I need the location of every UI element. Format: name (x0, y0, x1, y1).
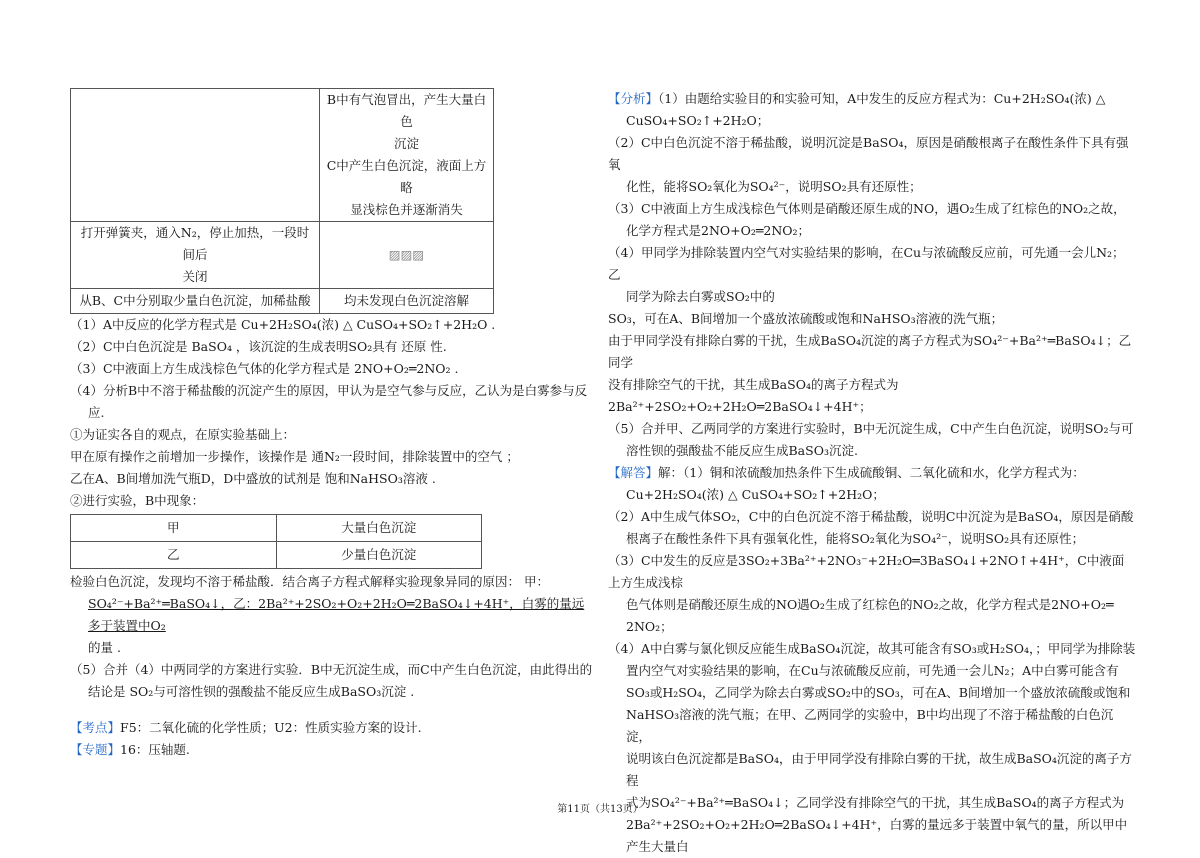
table-cell: 从B、C中分别取少量白色沉淀，加稀盐酸 (71, 289, 320, 314)
analysis-line: 溶性钡的强酸盐不能反应生成BaSO₃沉淀. (626, 443, 858, 458)
answer-line: 根离子在酸性条件下具有强氧化性，能将SO₂氧化为SO₄²⁻，说明SO₂具有还原性； (626, 531, 1085, 546)
table-cell: 少量白色沉淀 (276, 542, 482, 569)
zhuanti-tag: 【专题】 (70, 742, 121, 757)
step-1-jia: 甲在原有操作之前增加一步操作，该操作是 通N₂一段时间，排除装置中的空气 ； (70, 449, 519, 464)
question-2: （2）C中白色沉淀是 BaSO₄ ，该沉淀的生成表明SO₂具有 还原 性. (70, 339, 447, 354)
cell-line: C中产生白色沉淀，液面上方略 (326, 158, 487, 195)
analysis-line: CuSO₄+SO₂↑+2H₂O； (626, 113, 770, 128)
answer-line (608, 462, 1136, 484)
result-table (70, 514, 482, 569)
table-cell: 甲 (71, 515, 277, 542)
question-5-cont: 结论是 SO₂与可溶性钡的强酸盐不能反应生成BaSO₃沉淀 . (88, 684, 415, 699)
analysis-line: SO₃，可在A、B间增加一个盛放浓硫酸或饱和NaHSO₃溶液的洗气瓶； (608, 311, 1004, 326)
analysis-line (608, 88, 1136, 110)
answer-line: （4）A中白雾与氯化钡反应能生成BaSO₄沉淀，故其可能含有SO₃或H₂SO₄，；甲同学为排除装 (608, 641, 1136, 656)
kaodian-tag: 【考点】 (70, 720, 121, 735)
analysis-line: （2）C中白色沉淀不溶于稀盐酸，说明沉淀是BaSO₄，原因是硝酸根离子在酸性条件下具有强氧 (608, 135, 1129, 172)
table-cell: ▨▨▨ (320, 222, 494, 289)
answer-line: 2Ba²⁺+2SO₂+O₂+2H₂O═2BaSO₄↓+4H⁺，白雾的量远多于装置中氧气的量，所以甲中产生大量白 (626, 817, 1128, 854)
right-column (608, 88, 1136, 858)
table-cell (320, 89, 494, 222)
step-1: ①为证实各自的观点，在原实验基础上： (70, 427, 296, 442)
analysis-line: 化性，能将SO₂氧化为SO₄²⁻，说明SO₂具有还原性； (626, 179, 922, 194)
page-footer: 第11页（共13页） (557, 804, 643, 815)
answer-line: 说明该白色沉淀都是BaSO₄，由于甲同学没有排除白雾的干扰，故生成BaSO₄沉淀的离子方程 (626, 751, 1132, 788)
answer-line: SO₃或H₂SO₄，乙同学为除去白雾或SO₂中的SO₃，可在A、B间增加一个盛放浓硫酸或饱和 (626, 685, 1131, 700)
answer-line: 置内空气对实验结果的影响，在Cu与浓硫酸反应前，可先通一会儿N₂；A中白雾可能含有 (626, 663, 1119, 678)
analysis-line: 没有排除空气的干扰，其生成BaSO₄的离子方程式为2Ba²⁺+2SO₂+O₂+2H₂O═2BaSO₄↓+4H⁺； (608, 377, 899, 414)
answer-line: NaHSO₃溶液的洗气瓶；在甲、乙两同学的实验中，B中均出现了不溶于稀盐酸的白色沉淀， (626, 707, 1114, 744)
table-cell (71, 89, 320, 222)
question-3: （3）C中液面上方生成浅棕色气体的化学方程式是 2NO+O₂═2NO₂ . (70, 361, 459, 376)
explanation-line: 的量 . (88, 640, 121, 655)
question-1: （1）A中反应的化学方程式是 Cu+2H₂SO₄(浓) △ CuSO₄+SO₂↑+2H₂O . (70, 317, 496, 332)
table-row (71, 289, 494, 314)
table-cell (71, 222, 320, 289)
table-row (71, 89, 494, 222)
answer-line: （3）C中发生的反应是3SO₂+3Ba²⁺+2NO₃⁻+2H₂O═3BaSO₄↓+2NO↑+4H⁺，C中液面上方生成浅棕 (608, 553, 1125, 590)
table-row (71, 222, 494, 289)
spacer (70, 703, 595, 717)
answer-line: 2NO₂； (626, 619, 673, 634)
analysis-line: 化学方程式是2NO+O₂═2NO₂； (626, 223, 811, 238)
question-5: （5）合并（4）中两同学的方案进行实验．B中无沉淀生成，而C中产生白色沉淀，由此得出的 (70, 662, 593, 677)
cell-line: 打开弹簧夹，通入N₂，停止加热，一段时间后 (80, 225, 310, 262)
zhuanti (70, 739, 595, 761)
table-cell: 乙 (71, 542, 277, 569)
table-row (71, 542, 482, 569)
analysis-line: 同学为除去白雾或SO₂中的 (626, 289, 775, 304)
experiment-table (70, 88, 494, 314)
answer-line: 色气体则是硝酸还原生成的NO遇O₂生成了红棕色的NO₂之故，化学方程式是2NO+O₂═ (626, 597, 1114, 612)
answer-line: 式为SO₄²⁻+Ba²⁺═BaSO₄↓；乙同学没有排除空气的干扰，其生成BaSO₄的离子方程式为 (626, 795, 1125, 810)
answer-line: （2）A中生成气体SO₂，C中的白色沉淀不溶于稀盐酸，说明C中沉淀为是BaSO₄，原因是硝酸 (608, 509, 1134, 524)
answer-line: Cu+2H₂SO₄(浓) △ CuSO₄+SO₂↑+2H₂O； (626, 487, 885, 502)
explanation-line: 检验白色沉淀，发现均不溶于稀盐酸．结合离子方程式解释实验现象异同的原因： 甲： (70, 574, 549, 589)
jieda-tag: 【解答】 (608, 465, 659, 480)
answer-text: 解：（1）铜和浓硫酸加热条件下生成硫酸铜、二氧化硫和水，化学方程式为： (658, 465, 1085, 480)
analysis-line: 由于甲同学没有排除白雾的干扰，生成BaSO₄沉淀的离子方程式为SO₄²⁻+Ba²⁺═BaSO₄↓；乙同学 (608, 333, 1132, 370)
table-cell: 大量白色沉淀 (276, 515, 482, 542)
analysis-text: （1）由题给实验目的和实验可知，A中发生的反应方程式为：Cu+2H₂SO₄(浓) △ (658, 91, 1106, 106)
cell-line: 显浅棕色并逐渐消失 (350, 202, 463, 217)
table-row (71, 515, 482, 542)
question-4: （4）分析B中不溶于稀盐酸的沉淀产生的原因，甲认为是空气参与反应，乙认为是白雾参与反 (70, 383, 588, 398)
kaodian (70, 717, 595, 739)
kaodian-text: F5：二氧化硫的化学性质；U2：性质实验方案的设计. (120, 720, 422, 735)
step-1-yi: 乙在A、B间增加洗气瓶D，D中盛放的试剂是 饱和NaHSO₃溶液 . (70, 471, 436, 486)
analysis-line: （5）合并甲、乙两同学的方案进行实验时，B中无沉淀生成，C中产生白色沉淀，说明SO₂与可 (608, 421, 1134, 436)
analysis-line: （3）C中液面上方生成浅棕色气体则是硝酸还原生成的NO，遇O₂生成了红棕色的NO₂之故， (608, 201, 1126, 216)
cell-line: 沉淀 (393, 136, 419, 151)
question-4-cont: 应. (88, 405, 105, 420)
cell-line: 关闭 (182, 269, 208, 284)
analysis-line: （4）甲同学为排除装置内空气对实验结果的影响，在Cu与浓硫酸反应前，可先通一会儿N₂；乙 (608, 245, 1125, 282)
fenxi-tag: 【分析】 (608, 91, 659, 106)
explanation-line: SO₄²⁻+Ba²⁺═BaSO₄↓，乙：2Ba²⁺+2SO₂+O₂+2H₂O═2BaSO₄↓+4H⁺，白雾的量远多于装置中O₂ (88, 596, 585, 633)
step-2: ②进行实验，B中现象： (70, 493, 205, 508)
table-cell: 均未发现白色沉淀溶解 (320, 289, 494, 314)
cell-line: B中有气泡冒出，产生大量白色 (326, 92, 487, 129)
left-column (70, 88, 595, 761)
zhuanti-text: 16：压轴题. (120, 742, 190, 757)
